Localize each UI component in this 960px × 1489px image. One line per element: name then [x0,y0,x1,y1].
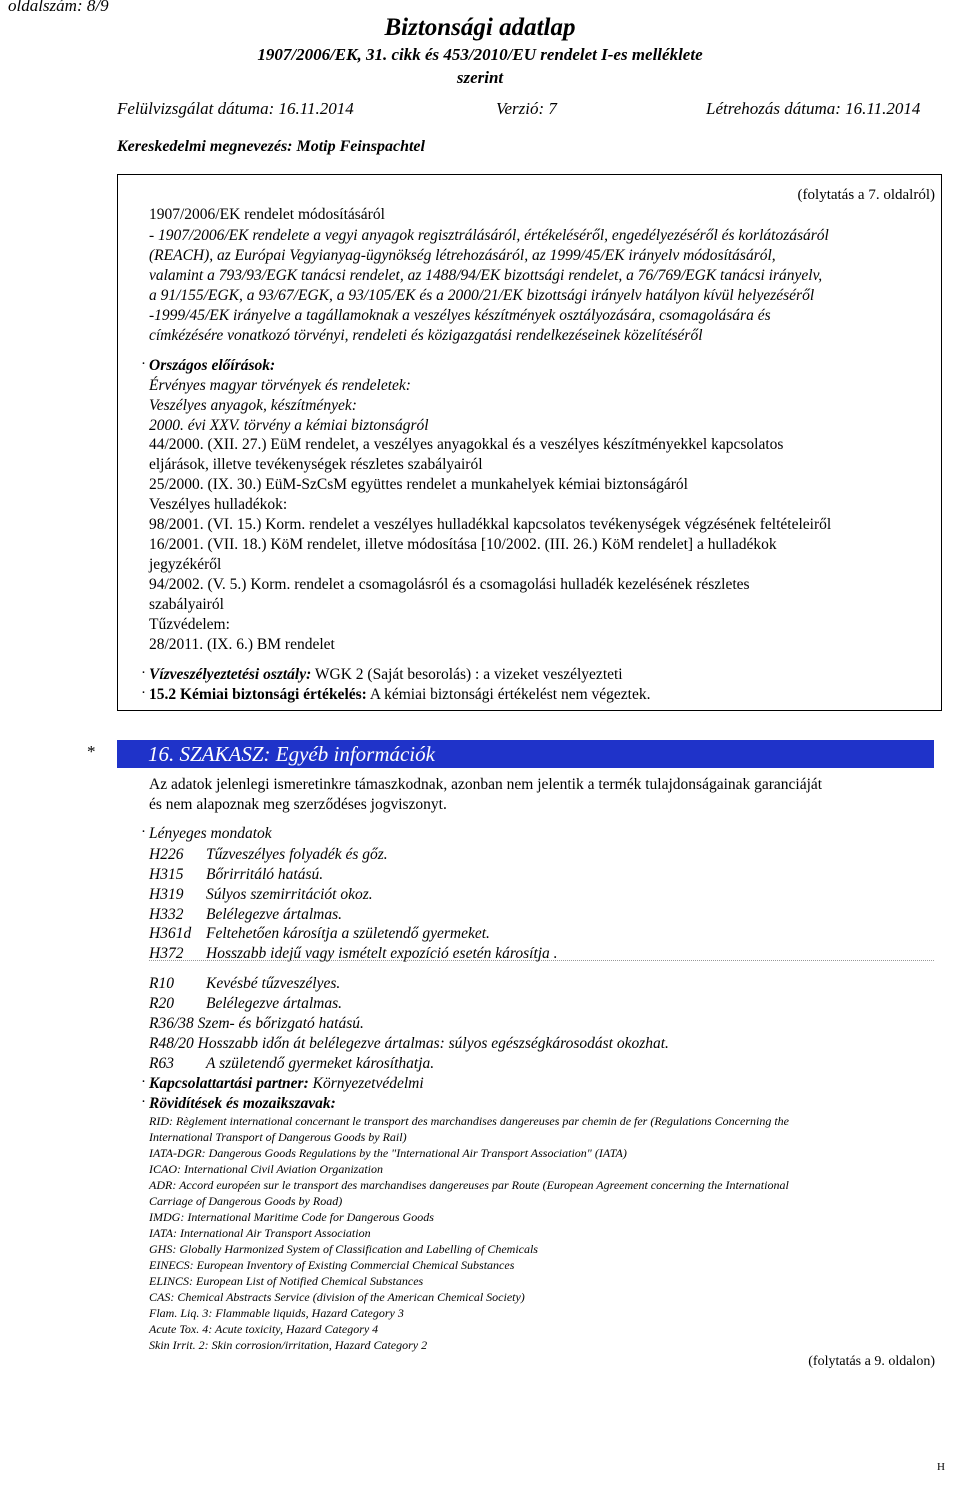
bullet: · [141,665,146,681]
h-phrase-text: Bőrirritáló hatású. [206,866,324,883]
r-phrase-text: Szem- és bőrizgató hatású. [197,1015,364,1032]
national-heading: Országos előírások: [149,357,276,374]
h-phrase-text: Belélegezve ártalmas. [206,906,343,923]
abbr-line: GHS: Globally Harmonized System of Classification and Labelling of Chemicals [149,1242,538,1256]
h-phrase [149,906,342,924]
h-phrase-code: H361d [149,925,192,942]
h-phrase [149,925,490,943]
abbr-line: EINECS: European Inventory of Existing Commercial Chemical Substances [149,1258,515,1272]
h-phrase-code: H332 [149,906,184,923]
national-line: jegyzékéről [149,556,222,573]
national-line: szabályairól [149,596,224,613]
r-phrase-code: R10 [149,975,174,992]
section16-intro: és nem alapoznak meg szerződéses jogviszonyt. [149,796,447,813]
abbr-line: Skin Irrit. 2: Skin corrosion/irritation, Hazard Category 2 [149,1338,428,1352]
document-subtitle-line2: szerint [456,68,504,87]
abbr-line: IMDG: International Maritime Code for Dangerous Goods [149,1210,434,1224]
national-line: Veszélyes anyagok, készítmények: [149,397,357,414]
abbr-line: Flam. Liq. 3: Flammable liquids, Hazard Category 3 [149,1306,404,1320]
dotted-separator [149,960,934,962]
h-phrase-text: Feltehetően károsítja a születendő gyermeket. [206,925,490,942]
footer-mark: H [937,1461,945,1473]
reg-line: valamint a 793/93/EGK tanácsi rendelet, az 1488/94/EK bizottsági rendelet, a 76/769/EGK tanácsi irányelv, [149,267,823,284]
r-phrase [149,995,342,1013]
r-phrase [149,1015,364,1033]
bullet: · [141,1074,146,1090]
national-line: Érvényes magyar törvények és rendeletek: [149,377,411,394]
abbr-line: ELINCS: European List of Notified Chemical Substances [149,1274,424,1288]
contact-value: Környezetvédelmi [312,1075,424,1092]
reg-line: 1907/2006/EK rendelet módosításáról [149,206,385,223]
national-line: 44/2000. (XII. 27.) EüM rendelet, a veszélyes anyagokkal és a veszélyes készítményekkel kapcsolatos [149,436,784,453]
version: Verzió: 7 [496,99,557,118]
change-marker: * [87,742,96,761]
water-hazard-value: WGK 2 (Saját besorolás) : a vizeket veszélyezteti [314,666,623,683]
abbr-line: Acute Tox. 4: Acute toxicity, Hazard Category 4 [149,1322,379,1336]
reg-line: - 1907/2006/EK rendelete a vegyi anyagok regisztrálásáról, értékeléséről, engedélyezéséről és korlátozásáról [149,227,829,244]
national-line: 25/2000. (IX. 30.) EüM-SzCsM együttes rendelet a munkahelyek kémiai biztonságáról [149,476,688,493]
chem-safety-label: 15.2 Kémiai biztonsági értékelés: [149,686,367,703]
h-phrase-text: Hosszabb idejű vagy ismételt expozíció esetén károsítja . [206,945,558,962]
national-line: eljárások, illetve tevékenységek részletes szabályairól [149,456,483,473]
review-date: Felülvizsgálat dátuma: 16.11.2014 [117,99,354,118]
h-phrase-code: H315 [149,866,184,883]
abbr-line: IATA: International Air Transport Association [149,1226,371,1240]
chem-safety-value: A kémiai biztonsági értékelést nem végeztek. [369,686,651,703]
section16-title: 16. SZAKASZ: Egyéb információk [117,740,934,768]
continued-to: (folytatás a 9. oldalon) [808,1354,935,1369]
national-line: Veszélyes hulladékok: [149,496,288,513]
abbr-line: Carriage of Dangerous Goods by Road) [149,1194,343,1208]
abbr-heading: Rövidítések és mozaikszavak: [149,1095,336,1112]
national-line: 94/2002. (V. 5.) Korm. rendelet a csomagolásról és a csomagolási hulladék kezelésének részletes [149,576,750,593]
abbr-line: ICAO: International Civil Aviation Organization [149,1162,383,1176]
h-phrase-text: Súlyos szemirritációt okoz. [206,886,373,903]
national-line: 16/2001. (VII. 18.) KöM rendelet, illetve módosítása [10/2002. (III. 26.) KöM rendelet] a hulladékok [149,536,777,553]
chem-safety [149,686,650,704]
continued-from: (folytatás a 7. oldalról) [797,187,935,203]
h-phrase-code: H319 [149,886,184,903]
r-phrase-text: Belélegezve ártalmas. [206,995,343,1012]
abbr-line: International Transport of Dangerous Goods by Rail) [149,1130,407,1144]
abbr-line: RID: Règlement international concernant le transport des marchandises dangereuses par chemin de fer (Regulations Concerning the [149,1114,789,1128]
reg-line: a 91/155/EGK, a 93/67/EGK, a 93/105/EK és a 2000/21/EK bizottsági irányelv hatályon kívül helyezéséről [149,287,815,304]
r-phrase [149,1055,434,1073]
trade-name: Kereskedelmi megnevezés: Motip Feinspachtel [117,138,425,155]
bullet: · [141,824,146,840]
r-phrase-code: R63 [149,1055,174,1072]
national-line: 2000. évi XXV. törvény a kémiai biztonságról [149,417,429,434]
h-phrase [149,846,388,864]
national-line: 28/2011. (IX. 6.) BM rendelet [149,636,335,653]
r-phrase-text: A születendő gyermeket károsíthatja. [206,1055,435,1072]
h-phrase-text: Tűzveszélyes folyadék és gőz. [206,846,388,863]
contact [149,1075,424,1093]
section16-intro: Az adatok jelenlegi ismeretinkre támaszkodnak, azonban nem jelentik a termék tulajdonságainak garanciáját [149,776,823,793]
water-hazard [149,666,623,684]
document-title: Biztonsági adatlap [384,14,576,41]
r-phrase-text: Kevésbé tűzveszélyes. [206,975,341,992]
contact-label: Kapcsolattartási partner: [149,1075,309,1092]
h-phrase [149,886,373,904]
bullet: · [141,356,146,372]
h-phrase-code: H372 [149,945,184,962]
abbr-line: ADR: Accord européen sur le transport des marchandises dangereuses par Route (European Agreement concerning the International [149,1178,789,1192]
r-phrase-code: R36/38 [149,1015,194,1032]
h-phrase [149,866,323,884]
water-hazard-label: Vízveszélyeztetési osztály: [149,666,312,683]
abbr-line: IATA-DGR: Dangerous Goods Regulations by the "International Air Transport Association" (IATA) [149,1146,627,1160]
national-line: 98/2001. (VI. 15.) Korm. rendelet a veszélyes hulladékkal kapcsolatos tevékenységek végzésének feltételeiről [149,516,832,533]
bullet: · [141,685,146,701]
reg-line: (REACH), az Európai Vegyianyag-ügynökség létrehozásáról, az 1999/45/EK irányelv módosításáról, [149,247,776,264]
h-phrase-code: H226 [149,846,184,863]
document-subtitle-line1: 1907/2006/EK, 31. cikk és 453/2010/EU rendelet I-es melléklete [257,45,703,64]
r-phrase-code: R48/20 [149,1035,194,1052]
reg-line: -1999/45/EK irányelve a tagállamoknak a veszélyes készítmények osztályozására, csomagolására és [149,307,771,324]
phrases-heading: Lényeges mondatok [149,825,272,842]
national-line: Tűzvédelem: [149,616,230,633]
r-phrase-code: R20 [149,995,174,1012]
created-date: Létrehozás dátuma: 16.11.2014 [706,99,921,118]
r-phrase [149,1035,669,1053]
abbr-line: CAS: Chemical Abstracts Service (division of the American Chemical Society) [149,1290,525,1304]
page-number: oldalszám: 8/9 [8,0,109,15]
r-phrase [149,975,340,993]
bullet: · [141,1094,146,1110]
r-phrase-text: Hosszabb időn át belélegezve ártalmas: súlyos egészségkárosodást okozhat. [197,1035,669,1052]
reg-line: címkézésére vonatkozó törvényi, rendeleti és közigazgatási rendelkezéseinek közelítéséről [149,327,703,344]
